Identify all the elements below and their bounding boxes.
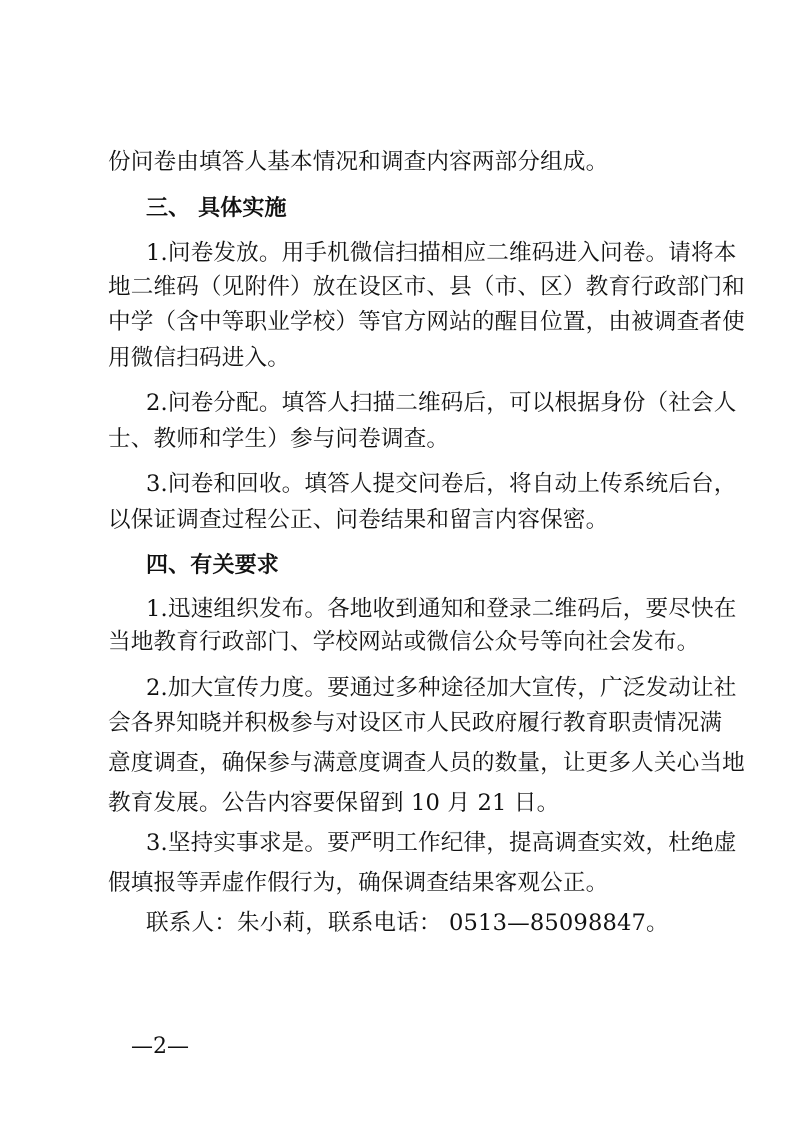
section-heading-implementation: 三、 具体实施 — [146, 196, 287, 221]
body-text-line: 教育发展。公告内容要保留到 10 月 21 日。 — [108, 790, 560, 816]
body-text-line: 3.坚持实事求是。要严明工作纪律，提高调查实效，杜绝虚 — [146, 830, 737, 856]
body-text-line: 士、教师和学生）参与问卷调查。 — [108, 426, 450, 452]
body-text-line: 2.加大宣传力度。要通过多种途径加大宣传，广泛发动让社 — [146, 675, 737, 701]
page-number: —2— — [131, 1034, 189, 1059]
body-text-line: 2.问卷分配。填答人扫描二维码后，可以根据身份（社会人 — [146, 390, 737, 416]
body-text-line: 地二维码（见附件）放在设区市、县（市、区）教育行政部门和 — [108, 274, 745, 300]
body-text-line: 会各界知晓并积极参与对设区市人民政府履行教育职责情况满 — [108, 710, 723, 736]
section-heading-requirements: 四、有关要求 — [146, 553, 279, 578]
body-text-line: 当地教育行政部门、学校网站或微信公众号等向社会发布。 — [108, 629, 700, 655]
body-text-line: 以保证调查过程公正、问卷结果和留言内容保密。 — [108, 507, 609, 533]
body-text-line: 1.问卷发放。用手机微信扫描相应二维码进入问卷。请将本 — [146, 240, 737, 266]
body-text-line: 份问卷由填答人基本情况和调查内容两部分组成。 — [108, 149, 609, 175]
body-text-line: 意度调查，确保参与满意度调查人员的数量，让更多人关心当地 — [108, 750, 745, 776]
body-text-line: 1.迅速组织发布。各地收到通知和登录二维码后，要尽快在 — [146, 596, 737, 622]
body-text-line: 3.问卷和回收。填答人提交问卷后，将自动上传系统后台， — [146, 471, 737, 497]
body-text-line: 中学（含中等职业学校）等官方网站的醒目位置，由被调查者使 — [108, 309, 745, 335]
contact-line: 联系人：朱小莉，联系电话： 0513—85098847。 — [146, 910, 669, 936]
body-text-line: 假填报等弄虚作假行为，确保调查结果客观公正。 — [108, 870, 609, 896]
body-text-line: 用微信扫码进入。 — [108, 345, 290, 371]
